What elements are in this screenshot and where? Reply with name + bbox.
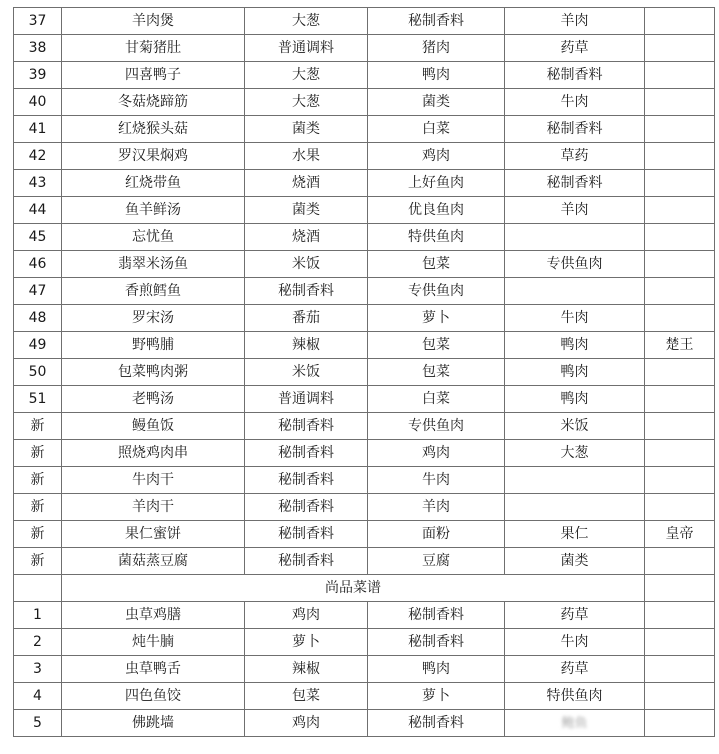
ingredient-1: 大葱	[245, 89, 368, 116]
table-row	[14, 89, 715, 116]
table-row	[14, 359, 715, 386]
ingredient-1: 米饭	[245, 251, 368, 278]
ingredient-3: 秘制香料	[505, 116, 645, 143]
ingredient-3	[505, 278, 645, 305]
ingredient-1: 普通调料	[245, 35, 368, 62]
extra-note	[645, 89, 715, 116]
table-row	[14, 548, 715, 575]
dish-name: 照烧鸡肉串	[62, 440, 245, 467]
table-row	[14, 710, 715, 737]
table-row	[14, 629, 715, 656]
row-number: 1	[14, 602, 62, 629]
ingredient-2: 萝卜	[368, 305, 505, 332]
table-row	[14, 494, 715, 521]
dish-name: 罗汉果焖鸡	[62, 143, 245, 170]
extra-note	[645, 683, 715, 710]
row-number: 48	[14, 305, 62, 332]
table-row	[14, 224, 715, 251]
row-number: 51	[14, 386, 62, 413]
dish-name: 果仁蜜饼	[62, 521, 245, 548]
ingredient-1: 烧酒	[245, 170, 368, 197]
ingredient-2: 鸭肉	[368, 62, 505, 89]
extra-note	[645, 278, 715, 305]
recipe-table	[13, 7, 715, 737]
dish-name: 包菜鸭肉粥	[62, 359, 245, 386]
recipe-sheet	[13, 7, 714, 754]
dish-name: 佛跳墙	[62, 710, 245, 737]
table-row	[14, 440, 715, 467]
ingredient-1: 辣椒	[245, 656, 368, 683]
dish-name: 虫草鸭舌	[62, 656, 245, 683]
table-row	[14, 62, 715, 89]
table-row	[14, 8, 715, 35]
extra-note	[645, 116, 715, 143]
ingredient-1: 大葱	[245, 8, 368, 35]
dish-name: 红烧带鱼	[62, 170, 245, 197]
row-number: 39	[14, 62, 62, 89]
ingredient-1: 秘制香料	[245, 521, 368, 548]
ingredient-2: 豆腐	[368, 548, 505, 575]
table-row	[14, 143, 715, 170]
extra-note	[645, 440, 715, 467]
ingredient-1: 番茄	[245, 305, 368, 332]
row-number: 44	[14, 197, 62, 224]
extra-note	[645, 224, 715, 251]
ingredient-2: 秘制香料	[368, 629, 505, 656]
row-number: 4	[14, 683, 62, 710]
ingredient-2: 鸭肉	[368, 656, 505, 683]
ingredient-1: 秘制香料	[245, 548, 368, 575]
ingredient-1: 菌类	[245, 116, 368, 143]
ingredient-1: 菌类	[245, 197, 368, 224]
table-row	[14, 278, 715, 305]
section-header-spacer	[14, 575, 62, 602]
ingredient-1: 大葱	[245, 62, 368, 89]
dish-name: 野鸭脯	[62, 332, 245, 359]
ingredient-2: 猪肉	[368, 35, 505, 62]
ingredient-3: 牛肉	[505, 629, 645, 656]
ingredient-2: 牛肉	[368, 467, 505, 494]
ingredient-1: 秘制香料	[245, 413, 368, 440]
section-header-row	[14, 575, 715, 602]
ingredient-2: 白菜	[368, 116, 505, 143]
extra-note	[645, 548, 715, 575]
ingredient-3: 秘制香料	[505, 170, 645, 197]
dish-name: 鳗鱼饭	[62, 413, 245, 440]
extra-note	[645, 629, 715, 656]
extra-note	[645, 494, 715, 521]
ingredient-3: 菌类	[505, 548, 645, 575]
row-number: 42	[14, 143, 62, 170]
row-number: 45	[14, 224, 62, 251]
extra-note	[645, 62, 715, 89]
ingredient-2: 鸡肉	[368, 143, 505, 170]
ingredient-2: 面粉	[368, 521, 505, 548]
ingredient-2: 秘制香料	[368, 8, 505, 35]
dish-name: 炖牛腩	[62, 629, 245, 656]
row-number: 新	[14, 413, 62, 440]
dish-name: 忘忧鱼	[62, 224, 245, 251]
row-number: 2	[14, 629, 62, 656]
ingredient-1: 秘制香料	[245, 467, 368, 494]
ingredient-3: 药草	[505, 602, 645, 629]
ingredient-3: 药草	[505, 656, 645, 683]
ingredient-3: 羊肉	[505, 197, 645, 224]
row-number: 41	[14, 116, 62, 143]
dish-name: 甘菊猪肚	[62, 35, 245, 62]
dish-name: 四色鱼饺	[62, 683, 245, 710]
ingredient-2: 秘制香料	[368, 602, 505, 629]
row-number: 49	[14, 332, 62, 359]
dish-name: 红烧猴头菇	[62, 116, 245, 143]
ingredient-2: 专供鱼肉	[368, 278, 505, 305]
extra-note	[645, 602, 715, 629]
section-title: 尚品菜谱	[62, 575, 645, 602]
extra-note: 皇帝	[645, 521, 715, 548]
dish-name: 罗宋汤	[62, 305, 245, 332]
table-row	[14, 467, 715, 494]
table-row	[14, 683, 715, 710]
dish-name: 翡翠米汤鱼	[62, 251, 245, 278]
ingredient-3: 羊肉	[505, 8, 645, 35]
ingredient-3: 鸭肉	[505, 332, 645, 359]
table-row	[14, 170, 715, 197]
ingredient-1: 秘制香料	[245, 494, 368, 521]
dish-name: 菌菇蒸豆腐	[62, 548, 245, 575]
row-number: 47	[14, 278, 62, 305]
obscured-ingredient: 鲍鱼	[561, 715, 588, 731]
dish-name: 香煎鳕鱼	[62, 278, 245, 305]
dish-name: 冬菇烧蹄筋	[62, 89, 245, 116]
dish-name: 羊肉煲	[62, 8, 245, 35]
row-number: 新	[14, 467, 62, 494]
ingredient-2: 白菜	[368, 386, 505, 413]
table-row	[14, 197, 715, 224]
table-row	[14, 305, 715, 332]
ingredient-1: 普通调料	[245, 386, 368, 413]
extra-note	[645, 413, 715, 440]
ingredient-2: 鸡肉	[368, 440, 505, 467]
extra-note	[645, 359, 715, 386]
ingredient-2: 羊肉	[368, 494, 505, 521]
table-row	[14, 413, 715, 440]
extra-note	[645, 305, 715, 332]
extra-note	[645, 8, 715, 35]
ingredient-3: 药草	[505, 35, 645, 62]
ingredient-2: 包菜	[368, 251, 505, 278]
dish-name: 老鸭汤	[62, 386, 245, 413]
extra-note	[645, 386, 715, 413]
table-row	[14, 332, 715, 359]
extra-note	[645, 143, 715, 170]
extra-note	[645, 197, 715, 224]
ingredient-1: 秘制香料	[245, 278, 368, 305]
extra-note	[645, 35, 715, 62]
ingredient-2: 萝卜	[368, 683, 505, 710]
ingredient-1: 鸡肉	[245, 710, 368, 737]
ingredient-3	[505, 710, 645, 737]
ingredient-3: 牛肉	[505, 89, 645, 116]
row-number: 新	[14, 494, 62, 521]
ingredient-2: 包菜	[368, 359, 505, 386]
ingredient-3: 特供鱼肉	[505, 683, 645, 710]
dish-name: 四喜鸭子	[62, 62, 245, 89]
ingredient-1: 萝卜	[245, 629, 368, 656]
ingredient-2: 菌类	[368, 89, 505, 116]
ingredient-1: 辣椒	[245, 332, 368, 359]
ingredient-1: 包菜	[245, 683, 368, 710]
ingredient-3: 果仁	[505, 521, 645, 548]
extra-note	[645, 656, 715, 683]
ingredient-1: 水果	[245, 143, 368, 170]
extra-note	[645, 467, 715, 494]
ingredient-1: 米饭	[245, 359, 368, 386]
dish-name: 羊肉干	[62, 494, 245, 521]
ingredient-2: 专供鱼肉	[368, 413, 505, 440]
ingredient-2: 包菜	[368, 332, 505, 359]
dish-name: 鱼羊鲜汤	[62, 197, 245, 224]
ingredient-3: 草药	[505, 143, 645, 170]
row-number: 新	[14, 440, 62, 467]
table-row	[14, 35, 715, 62]
ingredient-2: 上好鱼肉	[368, 170, 505, 197]
ingredient-2: 特供鱼肉	[368, 224, 505, 251]
row-number: 38	[14, 35, 62, 62]
ingredient-3: 鸭肉	[505, 386, 645, 413]
extra-note	[645, 251, 715, 278]
ingredient-3: 牛肉	[505, 305, 645, 332]
ingredient-3: 秘制香料	[505, 62, 645, 89]
row-number: 5	[14, 710, 62, 737]
table-row	[14, 602, 715, 629]
ingredient-3: 大葱	[505, 440, 645, 467]
extra-note: 楚王	[645, 332, 715, 359]
row-number: 新	[14, 548, 62, 575]
extra-note	[645, 170, 715, 197]
table-row	[14, 656, 715, 683]
table-row	[14, 386, 715, 413]
ingredient-3: 专供鱼肉	[505, 251, 645, 278]
ingredient-3	[505, 467, 645, 494]
ingredient-3: 鸭肉	[505, 359, 645, 386]
row-number: 50	[14, 359, 62, 386]
ingredient-1: 秘制香料	[245, 440, 368, 467]
row-number: 37	[14, 8, 62, 35]
ingredient-3	[505, 224, 645, 251]
row-number: 新	[14, 521, 62, 548]
ingredient-3: 米饭	[505, 413, 645, 440]
row-number: 46	[14, 251, 62, 278]
dish-name: 虫草鸡膳	[62, 602, 245, 629]
row-number: 43	[14, 170, 62, 197]
dish-name: 牛肉干	[62, 467, 245, 494]
ingredient-1: 烧酒	[245, 224, 368, 251]
ingredient-2: 优良鱼肉	[368, 197, 505, 224]
section-header-spacer	[645, 575, 715, 602]
table-row	[14, 251, 715, 278]
recipe-table-main-body	[14, 8, 715, 737]
row-number: 3	[14, 656, 62, 683]
ingredient-3	[505, 494, 645, 521]
table-row	[14, 521, 715, 548]
ingredient-2: 秘制香料	[368, 710, 505, 737]
table-row	[14, 116, 715, 143]
row-number: 40	[14, 89, 62, 116]
ingredient-1: 鸡肉	[245, 602, 368, 629]
extra-note	[645, 710, 715, 737]
